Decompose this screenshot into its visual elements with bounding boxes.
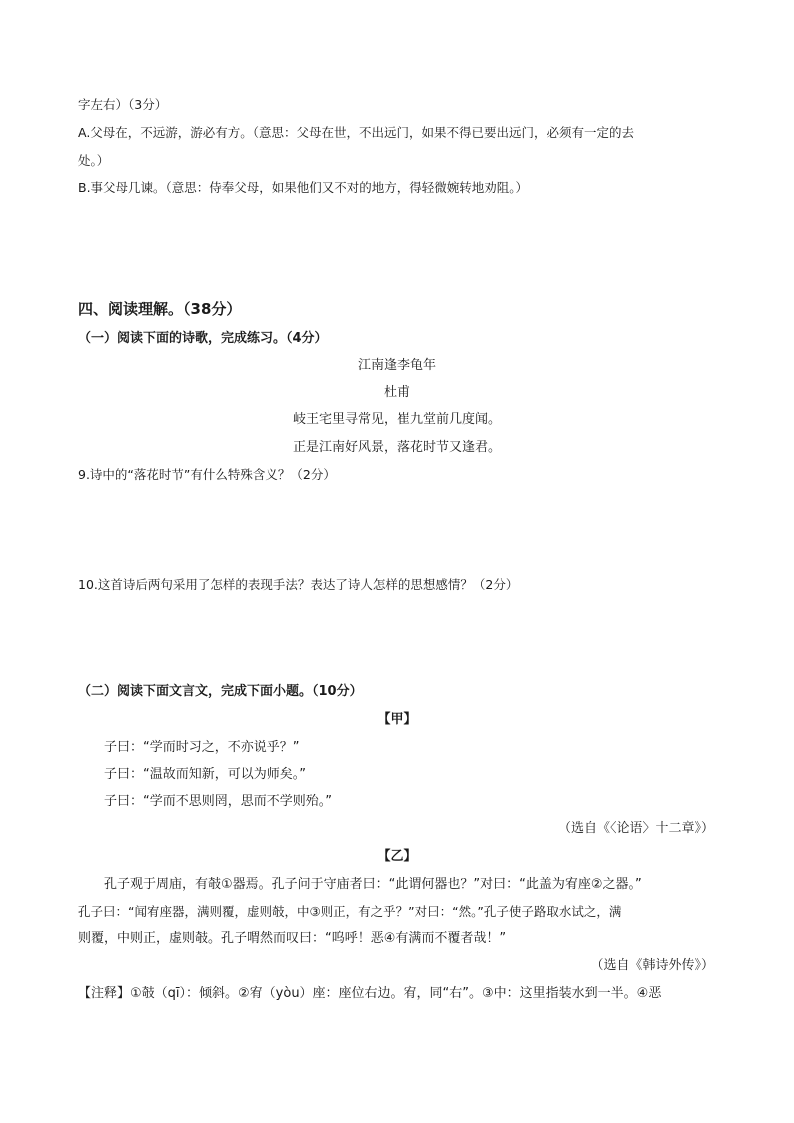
jia-line-1: 子曰：“学而时习之，不亦说乎？” <box>104 740 300 755</box>
item-a-line2: 处。） <box>78 153 110 168</box>
jia-label: 【甲】 <box>377 712 417 727</box>
jia-line-2: 子曰：“温故而知新，可以为师矣。” <box>104 767 306 782</box>
jia-line-3: 子曰：“学而不思则罔，思而不学则殆。” <box>104 794 332 809</box>
poem-line-1: 岐王宅里寻常见，崔九堂前几度闻。 <box>292 412 501 427</box>
question-9: 9.诗中的“落花时节”有什么特殊含义？（2分） <box>78 467 336 482</box>
continuation-text: 字左右）（3分） <box>78 97 168 112</box>
poem-author: 杜甫 <box>383 385 410 400</box>
yi-line-3: 则覆，中则正，虚则攲。孔子喟然而叹曰：“呜呼！恶④有满而不覆者哉！” <box>78 931 507 946</box>
part2-heading: （二）阅读下面文言文，完成下面小题。（10分） <box>78 684 363 699</box>
section4-heading: 四、阅读理解。（38分） <box>78 300 242 318</box>
poem-line-2: 正是江南好风景，落花时节又逢君。 <box>292 440 501 455</box>
poem-title: 江南逢李龟年 <box>357 358 436 373</box>
yi-line-2: 孔子曰：“闻宥座器，满则覆，虚则攲，中③则正，有之乎？”对曰：“然。”孔子使子路取水试之，满 <box>78 904 622 919</box>
annotation-notes: 【注释】①攲（qī）：倾斜。②宥（yòu）座：座位右边。宥，同“右”。③中：这里指装水到一半。④恶 <box>78 986 662 1001</box>
yi-label: 【乙】 <box>377 849 417 864</box>
jia-source: （选自《〈论语〉十二章》） <box>557 821 714 836</box>
item-a-line1: A.父母在，不远游，游必有方。（意思：父母在世，不出远门，如果不得已要出远门，必须有一定的去 <box>78 125 635 140</box>
item-b: B.事父母几谏。（意思：侍奉父母，如果他们又不对的地方，得轻微婉转地劝阻。） <box>78 180 529 195</box>
part1-heading: （一）阅读下面的诗歌，完成练习。（4分） <box>78 331 328 346</box>
yi-line-1: 孔子观于周庙，有攲①器焉。孔子问于守庙者曰：“此谓何器也？”对曰：“此盖为宥座②之器。” <box>104 877 642 892</box>
question-10: 10.这首诗后两句采用了怎样的表现手法？表达了诗人怎样的思想感情？（2分） <box>78 577 519 592</box>
yi-source: （选自《韩诗外传》） <box>590 958 714 973</box>
